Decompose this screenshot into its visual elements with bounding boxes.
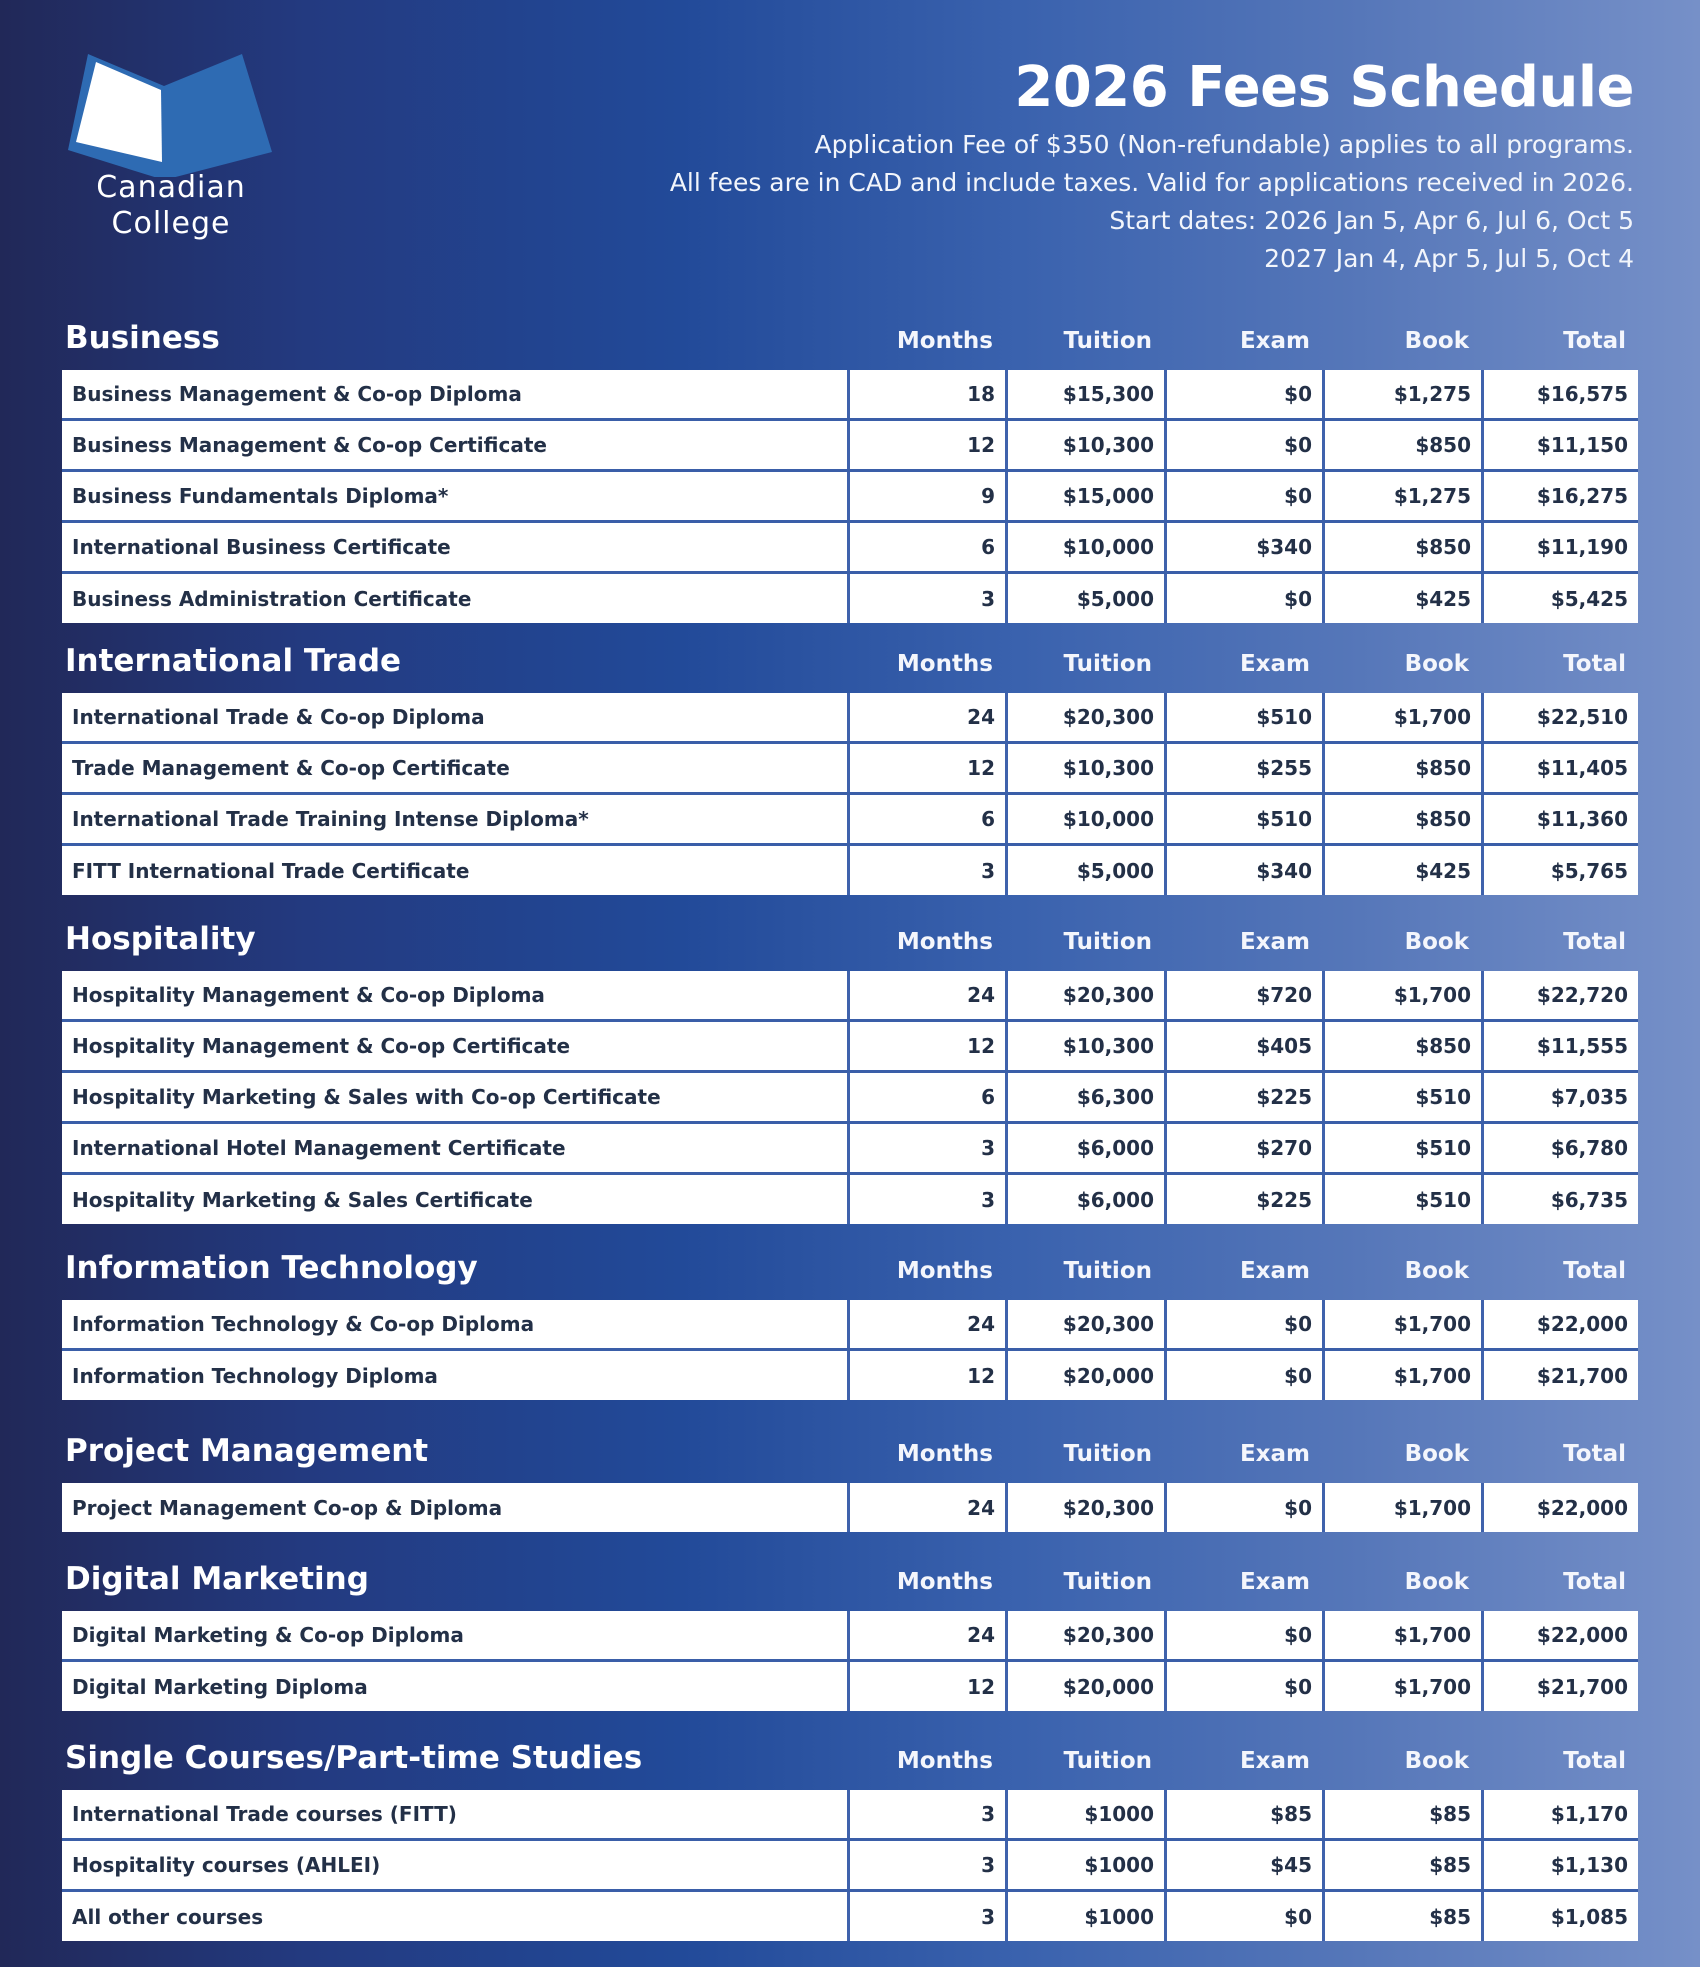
- exam-fee-cell: $255: [1164, 744, 1322, 792]
- tuition-cell: $1000: [1005, 1892, 1164, 1941]
- section-project-management: [62, 1427, 1638, 1532]
- column-header-tuition: Tuition: [1063, 1748, 1152, 1774]
- section-header: [62, 1244, 1638, 1300]
- exam-fee-cell: $0: [1164, 574, 1322, 623]
- column-header-tuition: Tuition: [1063, 328, 1152, 354]
- column-header-book: Book: [1404, 1569, 1469, 1595]
- column-header-tuition: Tuition: [1063, 929, 1152, 955]
- table-row: [62, 574, 1638, 623]
- tuition-cell: $15,300: [1005, 370, 1164, 418]
- table-row: [62, 1073, 1638, 1124]
- fee-table: [62, 1611, 1638, 1711]
- table-row: [62, 523, 1638, 574]
- exam-fee-cell: $340: [1164, 523, 1322, 571]
- section-title: International Trade: [65, 643, 402, 679]
- months-cell: 24: [847, 1611, 1005, 1659]
- total-cell: $21,700: [1481, 1662, 1638, 1711]
- book-fee-cell: $1,275: [1322, 370, 1481, 418]
- program-name-cell: Project Management Co-op & Diploma: [72, 1495, 503, 1520]
- months-cell: 3: [847, 1124, 1005, 1172]
- column-header-exam: Exam: [1239, 1748, 1310, 1774]
- exam-fee-cell: $0: [1164, 1662, 1322, 1711]
- table-row: [62, 1892, 1638, 1941]
- table-row: [62, 846, 1638, 895]
- book-fee-cell: $510: [1322, 1175, 1481, 1224]
- table-row: [62, 693, 1638, 744]
- months-cell: 24: [847, 971, 1005, 1019]
- tuition-cell: $6,000: [1005, 1175, 1164, 1224]
- months-cell: 24: [847, 1483, 1005, 1532]
- program-name-cell: Information Technology Diploma: [72, 1363, 438, 1388]
- tuition-cell: $6,300: [1005, 1073, 1164, 1121]
- exam-fee-cell: $510: [1164, 693, 1322, 741]
- program-name-cell: International Business Certificate: [72, 535, 451, 559]
- total-cell: $16,275: [1481, 472, 1638, 520]
- tuition-cell: $10,300: [1005, 421, 1164, 469]
- exam-fee-cell: $0: [1164, 1300, 1322, 1348]
- column-header-months: Months: [896, 651, 993, 677]
- tuition-cell: $10,000: [1005, 795, 1164, 843]
- column-header-exam: Exam: [1239, 1569, 1310, 1595]
- months-cell: 6: [847, 1073, 1005, 1121]
- page-header: [670, 50, 1634, 278]
- table-row: [62, 370, 1638, 421]
- tuition-cell: $20,000: [1005, 1351, 1164, 1400]
- book-fee-cell: $850: [1322, 1022, 1481, 1070]
- section-business: [62, 314, 1638, 623]
- book-fee-cell: $1,700: [1322, 1351, 1481, 1400]
- column-header-total: Total: [1563, 651, 1626, 677]
- program-name-cell: Business Management & Co-op Certificate: [72, 433, 547, 457]
- table-row: [62, 1662, 1638, 1711]
- total-cell: $1,085: [1481, 1892, 1638, 1941]
- page-title: 2026 Fees Schedule: [1014, 55, 1634, 120]
- book-fee-cell: $1,700: [1322, 1611, 1481, 1659]
- tuition-cell: $5,000: [1005, 846, 1164, 895]
- months-cell: 24: [847, 1300, 1005, 1348]
- exam-fee-cell: $0: [1164, 1483, 1322, 1532]
- column-header-book: Book: [1404, 328, 1469, 354]
- table-row: [62, 1483, 1638, 1532]
- column-header-months: Months: [896, 328, 993, 354]
- tuition-cell: $1000: [1005, 1790, 1164, 1838]
- section-header: [62, 637, 1638, 693]
- total-cell: $11,150: [1481, 421, 1638, 469]
- total-cell: $11,555: [1481, 1022, 1638, 1070]
- months-cell: 12: [847, 1351, 1005, 1400]
- months-cell: 9: [847, 472, 1005, 520]
- section-title: Single Courses/Part-time Studies: [65, 1740, 643, 1776]
- book-fee-cell: $510: [1322, 1124, 1481, 1172]
- book-fee-cell: $425: [1322, 574, 1481, 623]
- tuition-cell: $1000: [1005, 1841, 1164, 1889]
- exam-fee-cell: $510: [1164, 795, 1322, 843]
- total-cell: $11,405: [1481, 744, 1638, 792]
- fee-table: [62, 1790, 1638, 1941]
- total-cell: $7,035: [1481, 1073, 1638, 1121]
- table-row: [62, 795, 1638, 846]
- exam-fee-cell: $85: [1164, 1790, 1322, 1838]
- table-row: [62, 1124, 1638, 1175]
- tuition-cell: $10,300: [1005, 1022, 1164, 1070]
- book-fee-cell: $85: [1322, 1841, 1481, 1889]
- column-header-months: Months: [896, 929, 993, 955]
- months-cell: 3: [847, 846, 1005, 895]
- months-cell: 3: [847, 1892, 1005, 1941]
- program-name-cell: International Trade & Co-op Diploma: [72, 705, 485, 729]
- exam-fee-cell: $0: [1164, 421, 1322, 469]
- exam-fee-cell: $270: [1164, 1124, 1322, 1172]
- book-fee-cell: $850: [1322, 795, 1481, 843]
- program-name-cell: Business Fundamentals Diploma*: [72, 484, 449, 508]
- tuition-cell: $20,300: [1005, 1300, 1164, 1348]
- program-name-cell: International Trade Training Intense Diploma*: [72, 807, 589, 831]
- table-row: [62, 1841, 1638, 1892]
- program-name-cell: FITT International Trade Certificate: [72, 858, 470, 883]
- program-name-cell: Business Administration Certificate: [72, 586, 472, 611]
- months-cell: 6: [847, 523, 1005, 571]
- program-name-cell: Digital Marketing Diploma: [72, 1674, 368, 1699]
- section-title: Information Technology: [65, 1250, 478, 1286]
- program-name-cell: Hospitality Management & Co-op Diploma: [72, 983, 545, 1007]
- tuition-cell: $5,000: [1005, 574, 1164, 623]
- table-row: [62, 1611, 1638, 1662]
- column-header-total: Total: [1563, 929, 1626, 955]
- exam-fee-cell: $0: [1164, 472, 1322, 520]
- exam-fee-cell: $0: [1164, 1611, 1322, 1659]
- book-fee-cell: $85: [1322, 1892, 1481, 1941]
- fee-table: [62, 1300, 1638, 1400]
- table-row: [62, 1351, 1638, 1400]
- months-cell: 3: [847, 1841, 1005, 1889]
- column-header-tuition: Tuition: [1063, 651, 1152, 677]
- table-row: [62, 1175, 1638, 1224]
- column-header-book: Book: [1404, 651, 1469, 677]
- program-name-cell: International Trade courses (FITT): [72, 1802, 457, 1826]
- book-fee-cell: $850: [1322, 421, 1481, 469]
- application-fee-note: Application Fee of $350 (Non-refundable) applies to all programs.: [814, 130, 1634, 159]
- section-header: [62, 1427, 1638, 1483]
- section-header: [62, 314, 1638, 370]
- book-fee-cell: $510: [1322, 1073, 1481, 1121]
- section-single-courses-part-time-studies: [62, 1734, 1638, 1941]
- program-name-cell: Information Technology & Co-op Diploma: [72, 1312, 535, 1336]
- start-dates-2026: Start dates: 2026 Jan 5, Apr 6, Jul 6, Oct 5: [1109, 206, 1634, 235]
- column-header-tuition: Tuition: [1063, 1441, 1152, 1467]
- section-title: Digital Marketing: [65, 1561, 369, 1597]
- exam-fee-cell: $0: [1164, 1892, 1322, 1941]
- table-row: [62, 744, 1638, 795]
- total-cell: $1,130: [1481, 1841, 1638, 1889]
- months-cell: 3: [847, 574, 1005, 623]
- column-header-tuition: Tuition: [1063, 1569, 1152, 1595]
- total-cell: $11,190: [1481, 523, 1638, 571]
- total-cell: $22,720: [1481, 971, 1638, 1019]
- tuition-cell: $20,300: [1005, 971, 1164, 1019]
- section-title: Business: [65, 320, 220, 356]
- exam-fee-cell: $0: [1164, 370, 1322, 418]
- exam-fee-cell: $225: [1164, 1175, 1322, 1224]
- column-header-months: Months: [896, 1748, 993, 1774]
- table-row: [62, 421, 1638, 472]
- column-header-months: Months: [896, 1569, 993, 1595]
- column-header-exam: Exam: [1239, 1441, 1310, 1467]
- exam-fee-cell: $0: [1164, 1351, 1322, 1400]
- exam-fee-cell: $720: [1164, 971, 1322, 1019]
- column-header-months: Months: [896, 1441, 993, 1467]
- program-name-cell: Hospitality courses (AHLEI): [72, 1853, 381, 1877]
- table-row: [62, 1022, 1638, 1073]
- months-cell: 24: [847, 693, 1005, 741]
- section-header: [62, 915, 1638, 971]
- total-cell: $1,170: [1481, 1790, 1638, 1838]
- column-header-book: Book: [1404, 1258, 1469, 1284]
- start-dates-2027: 2027 Jan 4, Apr 5, Jul 5, Oct 4: [1264, 244, 1634, 273]
- exam-fee-cell: $225: [1164, 1073, 1322, 1121]
- tuition-cell: $20,300: [1005, 693, 1164, 741]
- column-header-total: Total: [1563, 1569, 1626, 1595]
- column-header-book: Book: [1404, 1441, 1469, 1467]
- section-digital-marketing: [62, 1555, 1638, 1711]
- column-header-months: Months: [896, 1258, 993, 1284]
- fee-table: [62, 971, 1638, 1224]
- months-cell: 3: [847, 1175, 1005, 1224]
- book-fee-cell: $850: [1322, 523, 1481, 571]
- section-header: [62, 1734, 1638, 1790]
- book-fee-cell: $1,700: [1322, 971, 1481, 1019]
- tuition-cell: $10,300: [1005, 744, 1164, 792]
- section-information-technology: [62, 1244, 1638, 1400]
- table-row: [62, 971, 1638, 1022]
- column-header-total: Total: [1563, 1441, 1626, 1467]
- total-cell: $22,000: [1481, 1611, 1638, 1659]
- program-name-cell: All other courses: [72, 1904, 264, 1929]
- months-cell: 12: [847, 1022, 1005, 1070]
- total-cell: $5,425: [1481, 574, 1638, 623]
- program-name-cell: Trade Management & Co-op Certificate: [72, 756, 510, 780]
- section-international-trade: [62, 637, 1638, 895]
- book-fee-cell: $1,700: [1322, 1662, 1481, 1711]
- program-name-cell: Hospitality Marketing & Sales with Co-op Certificate: [72, 1085, 661, 1109]
- program-name-cell: Hospitality Marketing & Sales Certificate: [72, 1187, 533, 1212]
- total-cell: $16,575: [1481, 370, 1638, 418]
- fee-table: [62, 1483, 1638, 1532]
- program-name-cell: Digital Marketing & Co-op Diploma: [72, 1623, 464, 1647]
- months-cell: 18: [847, 370, 1005, 418]
- table-row: [62, 472, 1638, 523]
- exam-fee-cell: $340: [1164, 846, 1322, 895]
- column-header-exam: Exam: [1239, 1258, 1310, 1284]
- total-cell: $5,765: [1481, 846, 1638, 895]
- column-header-book: Book: [1404, 1748, 1469, 1774]
- total-cell: $22,000: [1481, 1483, 1638, 1532]
- months-cell: 12: [847, 1662, 1005, 1711]
- months-cell: 12: [847, 421, 1005, 469]
- fee-table: [62, 693, 1638, 895]
- currency-note: All fees are in CAD and include taxes. Valid for applications received in 2026.: [669, 168, 1634, 197]
- open-book-icon: [66, 52, 276, 177]
- total-cell: $21,700: [1481, 1351, 1638, 1400]
- column-header-total: Total: [1563, 1748, 1626, 1774]
- tuition-cell: $20,000: [1005, 1662, 1164, 1711]
- table-row: [62, 1300, 1638, 1351]
- column-header-total: Total: [1563, 328, 1626, 354]
- program-name-cell: International Hotel Management Certificate: [72, 1136, 566, 1160]
- book-fee-cell: $1,700: [1322, 693, 1481, 741]
- book-fee-cell: $1,700: [1322, 1483, 1481, 1532]
- tuition-cell: $15,000: [1005, 472, 1164, 520]
- book-fee-cell: $85: [1322, 1790, 1481, 1838]
- column-header-total: Total: [1563, 1258, 1626, 1284]
- tuition-cell: $20,300: [1005, 1483, 1164, 1532]
- program-name-cell: Business Management & Co-op Diploma: [72, 382, 522, 406]
- total-cell: $22,000: [1481, 1300, 1638, 1348]
- total-cell: $6,780: [1481, 1124, 1638, 1172]
- total-cell: $22,510: [1481, 693, 1638, 741]
- exam-fee-cell: $45: [1164, 1841, 1322, 1889]
- logo-text-line2: College: [111, 206, 231, 241]
- section-header: [62, 1555, 1638, 1611]
- college-logo: [66, 52, 276, 247]
- column-header-book: Book: [1404, 929, 1469, 955]
- program-name-cell: Hospitality Management & Co-op Certificate: [72, 1034, 571, 1058]
- logo-text-line1: Canadian: [96, 170, 246, 205]
- book-fee-cell: $1,700: [1322, 1300, 1481, 1348]
- column-header-tuition: Tuition: [1063, 1258, 1152, 1284]
- months-cell: 12: [847, 744, 1005, 792]
- total-cell: $11,360: [1481, 795, 1638, 843]
- months-cell: 3: [847, 1790, 1005, 1838]
- section-hospitality: [62, 915, 1638, 1224]
- section-title: Hospitality: [65, 921, 256, 957]
- months-cell: 6: [847, 795, 1005, 843]
- tuition-cell: $6,000: [1005, 1124, 1164, 1172]
- book-fee-cell: $850: [1322, 744, 1481, 792]
- book-fee-cell: $1,275: [1322, 472, 1481, 520]
- table-row: [62, 1790, 1638, 1841]
- exam-fee-cell: $405: [1164, 1022, 1322, 1070]
- book-fee-cell: $425: [1322, 846, 1481, 895]
- section-title: Project Management: [65, 1433, 429, 1469]
- column-header-exam: Exam: [1239, 328, 1310, 354]
- tuition-cell: $20,300: [1005, 1611, 1164, 1659]
- tuition-cell: $10,000: [1005, 523, 1164, 571]
- column-header-exam: Exam: [1239, 651, 1310, 677]
- total-cell: $6,735: [1481, 1175, 1638, 1224]
- fee-table: [62, 370, 1638, 623]
- column-header-exam: Exam: [1239, 929, 1310, 955]
